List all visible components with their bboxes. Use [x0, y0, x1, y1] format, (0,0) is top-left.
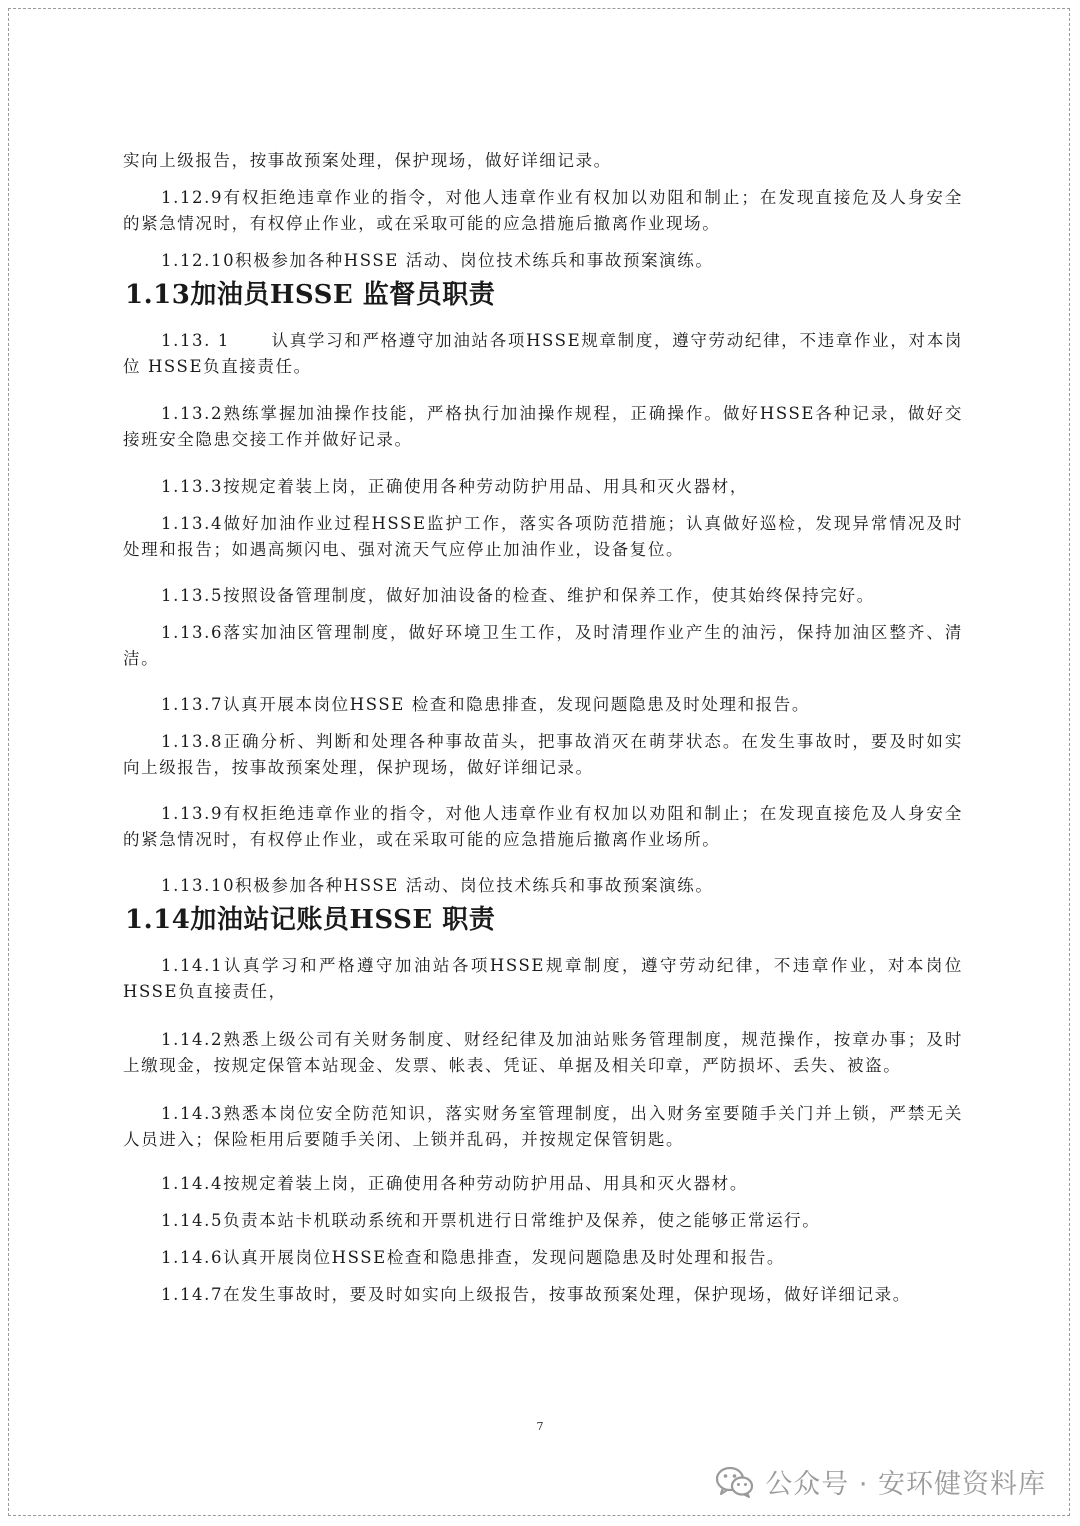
paragraph-1-13-2: 1.13.2熟练掌握加油操作技能，严格执行加油操作规程，正确操作。做好HSSE各种记录，做好交接班安全隐患交接工作并做好记录。	[123, 404, 963, 449]
paragraph-1-13-4: 1.13.4做好加油作业过程HSSE监护工作，落实各项防范措施；认真做好巡检，发现异常情况及时处理和报告；如遇高频闪电、强对流天气应停止加油作业，设备复位。	[123, 514, 963, 559]
paragraph-continuation: 实向上级报告，按事故预案处理，保护现场，做好详细记录。	[123, 151, 612, 170]
paragraph-1-13-8: 1.13.8正确分析、判断和处理各种事故苗头，把事故消灭在萌芽状态。在发生事故时，要及时如实向上级报告，按事故预案处理，保护现场，做好详细记录。	[123, 732, 963, 777]
paragraph-1-14-1: 1.14.1认真学习和严格遵守加油站各项HSSE规章制度，遵守劳动纪律，不违章作业，对本岗位HSSE负直接责任，	[123, 956, 963, 1001]
page-number: 7	[536, 1420, 544, 1433]
watermark	[715, 1462, 1046, 1501]
document-body	[123, 148, 963, 1319]
section-heading-1-14: 1.14加油站记账员HSSE 职责	[125, 905, 496, 935]
paragraph-1-13-1: 1.13. 1 认真学习和严格遵守加油站各项HSSE规章制度，遵守劳动纪律，不违章作业，对本岗位 HSSE负直接责任。	[123, 331, 963, 376]
paragraph-1-14-2: 1.14.2熟悉上级公司有关财务制度、财经纪律及加油站账务管理制度，规范操作，按章办事；及时上缴现金，按规定保管本站现金、发票、帐表、凭证、单据及相关印章，严防损坏、丢失、被盗。	[123, 1030, 963, 1075]
section-heading-1-13: 1.13加油员HSSE 监督员职责	[125, 280, 496, 310]
wechat-icon	[715, 1465, 755, 1499]
paragraph-1-13-9: 1.13.9有权拒绝违章作业的指令，对他人违章作业有权加以劝阻和制止；在发现直接危及人身安全的紧急情况时，有权停止作业，或在采取可能的应急措施后撤离作业场所。	[123, 804, 963, 849]
paragraph-1-12-9: 1.12.9有权拒绝违章作业的指令，对他人违章作业有权加以劝阻和制止；在发现直接危及人身安全的紧急情况时，有权停止作业，或在采取可能的应急措施后撤离作业现场。	[123, 188, 963, 233]
paragraph-1-13-10: 1.13.10积极参加各种HSSE 活动、岗位技术练兵和事故预案演练。	[161, 876, 714, 895]
paragraph-1-14-5: 1.14.5负责本站卡机联动系统和开票机进行日常维护及保养，使之能够正常运行。	[161, 1211, 821, 1230]
paragraph-1-13-7: 1.13.7认真开展本岗位HSSE 检查和隐患排查，发现问题隐患及时处理和报告。	[161, 695, 810, 714]
paragraph-1-13-6: 1.13.6落实加油区管理制度，做好环境卫生工作，及时清理作业产生的油污，保持加油区整齐、清洁。	[123, 623, 963, 668]
paragraph-1-13-3: 1.13.3按规定着装上岗，正确使用各种劳动防护用品、用具和灭火器材，	[161, 477, 748, 496]
paragraph-1-14-6: 1.14.6认真开展岗位HSSE检查和隐患排查，发现问题隐患及时处理和报告。	[161, 1248, 786, 1267]
paragraph-1-14-4: 1.14.4按规定着装上岗，正确使用各种劳动防护用品、用具和灭火器材。	[161, 1174, 748, 1193]
paragraph-1-14-7: 1.14.7在发生事故时，要及时如实向上级报告，按事故预案处理，保护现场，做好详细记录。	[161, 1285, 911, 1304]
paragraph-1-14-3: 1.14.3熟悉本岗位安全防范知识，落实财务室管理制度，出入财务室要随手关门并上锁，严禁无关人员进入；保险柜用后要随手关闭、上锁并乱码，并按规定保管钥匙。	[123, 1104, 963, 1149]
watermark-text: 公众号 · 安环健资料库	[765, 1469, 1046, 1500]
paragraph-1-12-10: 1.12.10积极参加各种HSSE 活动、岗位技术练兵和事故预案演练。	[161, 251, 714, 270]
paragraph-1-13-5: 1.13.5按照设备管理制度，做好加油设备的检查、维护和保养工作，使其始终保持完好。	[161, 586, 875, 605]
